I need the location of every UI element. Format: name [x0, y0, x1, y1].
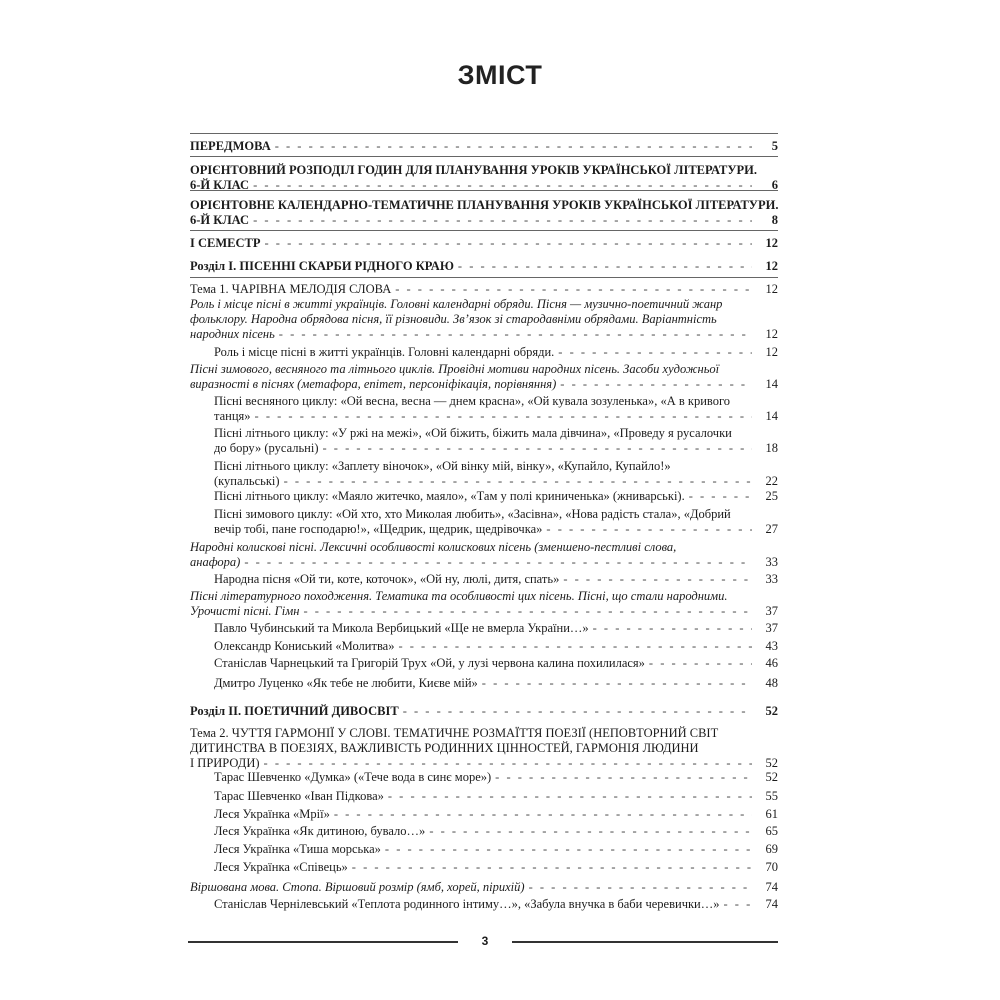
toc-page-number: 22	[765, 474, 778, 488]
toc-page-number: 12	[765, 345, 778, 359]
toc-page-number: 37	[765, 621, 778, 635]
toc-entry-text: Тема 1. ЧАРІВНА МЕЛОДІЯ СЛОВА	[190, 282, 392, 296]
toc-entry-text: І ПРИРОДИ)	[190, 756, 260, 770]
toc-entry-text: Пісні зимового, весняного та літнього циклів. Провідні мотиви народних пісень. Засоби художньої	[190, 362, 720, 376]
toc-entry-text: ОРІЄНТОВНЕ КАЛЕНДАРНО-ТЕМАТИЧНЕ ПЛАНУВАННЯ УРОКІВ УКРАЇНСЬКОЇ ЛІТЕРАТУРИ.	[190, 198, 779, 212]
toc-page-number: 12	[765, 282, 778, 296]
toc-page-number: 61	[765, 807, 778, 821]
leader-dots	[253, 213, 752, 228]
leader-dots	[398, 639, 752, 654]
toc-page-number: 12	[765, 236, 778, 250]
leader-dots	[323, 441, 753, 456]
toc-page-number: 6	[771, 178, 778, 192]
leader-dots	[264, 756, 752, 771]
leader-dots	[482, 676, 752, 691]
toc-entry-text: Роль і місце пісні в житті українців. Головні календарні обряди. Пісня — музично-поетичний жанр	[190, 297, 723, 311]
toc-entry-text: ПЕРЕДМОВА	[190, 139, 271, 153]
page-title: ЗМІСТ	[457, 60, 543, 90]
toc-page-number: 33	[765, 572, 778, 586]
toc-page-number: 27	[765, 522, 778, 536]
toc-entry-text: Урочисті пісні. Гімн	[190, 604, 300, 618]
toc-entry-text: ОРІЄНТОВНИЙ РОЗПОДІЛ ГОДИН ДЛЯ ПЛАНУВАННЯ УРОКІВ УКРАЇНСЬКОЇ ЛІТЕРАТУРИ.	[190, 163, 757, 177]
leader-dots	[458, 259, 752, 274]
leader-dots	[546, 522, 752, 537]
toc-page-number: 74	[765, 897, 778, 911]
toc-entry-text: Станіслав Чарнецький та Григорій Трух «Ой, у лузі червона калина похилилася»	[214, 656, 645, 670]
toc-page-number: 52	[765, 704, 778, 718]
leader-dots	[265, 236, 753, 251]
leader-dots	[385, 842, 752, 857]
toc-entry[interactable]	[214, 621, 778, 636]
leader-dots	[429, 824, 752, 839]
toc-entry-text: Олександр Кониський «Молитва»	[214, 639, 395, 653]
leader-dots	[495, 770, 752, 785]
toc-entry[interactable]	[214, 572, 778, 587]
toc-entry[interactable]	[190, 726, 778, 771]
leader-dots	[724, 897, 753, 912]
section-divider	[190, 277, 778, 278]
toc-page-number: 8	[771, 213, 778, 227]
toc-entry-text: Пісні літнього циклу: «У ржі на межі», «Ой біжить, біжить мала дівчина», «Проведу я русалочки	[214, 426, 732, 440]
leader-dots	[334, 807, 752, 822]
toc-entry-text: Дмитро Луценко «Як тебе не любити, Києве мій»	[214, 676, 478, 690]
toc-page-number: 18	[765, 441, 778, 455]
footer-rule-right	[512, 941, 778, 943]
toc-page-number: 5	[771, 139, 778, 153]
toc-entry-text: Леся Українка «Тиша морська»	[214, 842, 381, 856]
toc-page-number: 43	[765, 639, 778, 653]
toc-entry-text: танця»	[214, 409, 251, 423]
leader-dots	[560, 377, 752, 392]
toc-entry-text: Леся Українка «Співець»	[214, 860, 348, 874]
toc-entry[interactable]	[190, 236, 778, 251]
toc-page-number: 25	[765, 489, 778, 503]
section-divider	[190, 133, 778, 134]
section-divider	[190, 156, 778, 157]
leader-dots	[689, 489, 752, 504]
leader-dots	[244, 555, 752, 570]
toc-entry-text: Пісні весняного циклу: «Ой весна, весна — днем красна», «Ой кувала зозуленька», «А в кривого	[214, 394, 731, 408]
toc-page-number: 70	[765, 860, 778, 874]
toc-page-number: 37	[765, 604, 778, 618]
toc-entry-text: Пісні зимового циклу: «Ой хто, хто Миколая любить», «Засівна», «Нова радість стала», «Добрий	[214, 507, 731, 521]
toc-page-number: 12	[765, 327, 778, 341]
toc-entry[interactable]	[214, 676, 778, 691]
toc-entry-text: до бору» (русальні)	[214, 441, 319, 455]
toc-page-number: 55	[765, 789, 778, 803]
toc-entry-text: Павло Чубинський та Микола Вербицький «Ще не вмерла України…»	[214, 621, 589, 635]
toc-entry[interactable]	[190, 198, 778, 228]
toc-entry[interactable]	[214, 507, 778, 537]
toc-entry[interactable]	[190, 589, 778, 619]
toc-page-number: 14	[765, 409, 778, 423]
toc-entry[interactable]	[190, 297, 778, 342]
toc-entry-text: народних пісень	[190, 327, 275, 341]
toc-entry-text: (купальські)	[214, 474, 280, 488]
leader-dots	[255, 409, 752, 424]
toc-entry-text: Пісні літнього циклу: «Заплету віночок», «Ой вінку мій, вінку», «Купайло, Купайло!»	[214, 459, 671, 473]
toc-entry-text: Леся Українка «Як дитиною, бувало…»	[214, 824, 426, 838]
toc-entry-text: Пісні літературного походження. Тематика та особливості цих пісень. Пісні, що стали народними.	[190, 589, 728, 603]
toc-entry-text: Розділ ІІ. ПОЕТИЧНИЙ ДИВОСВІТ	[190, 704, 399, 718]
toc-entry[interactable]	[214, 897, 778, 912]
toc-entry-text: Віршована мова. Стопа. Віршовий розмір (ямб, хорей, пірихій)	[190, 880, 525, 894]
toc-entry[interactable]	[190, 704, 778, 719]
toc-entry[interactable]	[214, 459, 778, 489]
leader-dots	[284, 474, 752, 489]
toc-entry[interactable]	[214, 394, 778, 424]
toc-entry-text: анафора)	[190, 555, 241, 569]
leader-dots	[403, 704, 752, 719]
toc-entry-text: Роль і місце пісні в житті українців. Головні календарні обряди.	[214, 345, 555, 359]
toc-page-number: 46	[765, 656, 778, 670]
toc-entry-text: вечір тобі, пане господарю!», «Щедрик, щедрик, щедрівочка»	[214, 522, 543, 536]
toc-entry[interactable]	[214, 656, 778, 671]
toc-page-number: 65	[765, 824, 778, 838]
toc-entry[interactable]	[214, 842, 778, 857]
toc-entry[interactable]	[214, 770, 778, 785]
toc-entry-text: Тема 2. ЧУТТЯ ГАРМОНІЇ У СЛОВІ. ТЕМАТИЧНЕ РОЗМАЇТТЯ ПОЕЗІЇ (НЕПОВТОРНИЙ СВІТ	[190, 726, 719, 740]
leader-dots	[563, 572, 752, 587]
toc-entry-text: Тарас Шевченко «Іван Підкова»	[214, 789, 384, 803]
toc-page-number: 74	[765, 880, 778, 894]
toc-page-number: 69	[765, 842, 778, 856]
toc-entry[interactable]	[190, 282, 778, 297]
toc-page-number: 12	[765, 259, 778, 273]
toc-entry-text: Станіслав Чернілевський «Теплота родинного інтиму…», «Забула внучка в баби черевички…»	[214, 897, 720, 911]
leader-dots	[279, 327, 752, 342]
footer-rule-left	[188, 941, 458, 943]
toc-entry-text: Леся Українка «Мрії»	[214, 807, 330, 821]
toc-entry-text: виразності в піснях (метафора, епітет, персоніфікація, порівняння)	[190, 377, 557, 391]
page-number: 3	[481, 934, 489, 948]
toc-entry[interactable]	[214, 639, 778, 654]
toc-entry-text: Тарас Шевченко «Думка» («Тече вода в синє море»)	[214, 770, 492, 784]
section-divider	[190, 230, 778, 231]
toc-entry[interactable]	[190, 139, 778, 154]
toc-entry-text: 6-Й КЛАС	[190, 213, 250, 227]
toc-page-number: 48	[765, 676, 778, 690]
toc-entry-text: Народна пісня «Ой ти, коте, коточок», «Ой ну, люлі, дитя, спать»	[214, 572, 560, 586]
leader-dots	[395, 282, 752, 297]
toc-entry[interactable]	[214, 426, 778, 456]
toc-entry[interactable]	[214, 345, 778, 360]
toc-entry[interactable]	[190, 163, 778, 193]
toc-entry[interactable]	[214, 824, 778, 839]
leader-dots	[529, 880, 752, 895]
toc-entry-text: ДИТИНСТВА В ПОЕЗІЯХ, ВАЖЛИВІСТЬ РОДИННИХ ЦІННОСТЕЙ, ГАРМОНІЯ ЛЮДИНИ	[190, 741, 699, 755]
toc-entry[interactable]	[214, 789, 778, 804]
toc-entry-text: 6-Й КЛАС	[190, 178, 250, 192]
leader-dots	[649, 656, 752, 671]
toc-page-number: 33	[765, 555, 778, 569]
toc-entry[interactable]	[190, 540, 778, 570]
toc-page-number: 52	[765, 770, 778, 784]
leader-dots	[388, 789, 752, 804]
leader-dots	[275, 139, 752, 154]
leader-dots	[303, 604, 752, 619]
toc-entry[interactable]	[214, 807, 778, 822]
toc-entry[interactable]	[190, 259, 778, 274]
toc-page-number: 14	[765, 377, 778, 391]
leader-dots	[558, 345, 752, 360]
toc-entry-text: Пісні літнього циклу: «Маяло житечко, маяло», «Там у полі криниченька» (жниварські).	[214, 489, 685, 503]
toc-entry[interactable]	[190, 362, 778, 392]
toc-entry-text: фольклору. Народна обрядова пісня, її різновиди. Зв’язок зі стародавніми обрядами. Варіантність	[190, 312, 717, 326]
toc-entry[interactable]	[190, 880, 778, 895]
leader-dots	[593, 621, 752, 636]
toc-page-number: 52	[765, 756, 778, 770]
toc-entry[interactable]	[214, 489, 778, 504]
toc-entry-text: І СЕМЕСТР	[190, 236, 261, 250]
toc-entry[interactable]	[214, 860, 778, 875]
leader-dots	[253, 178, 752, 193]
leader-dots	[352, 860, 752, 875]
toc-entry-text: Народні колискові пісні. Лексичні особливості колискових пісень (зменшено-пестливі слова,	[190, 540, 677, 554]
toc-entry-text: Розділ І. ПІСЕННІ СКАРБИ РІДНОГО КРАЮ	[190, 259, 454, 273]
